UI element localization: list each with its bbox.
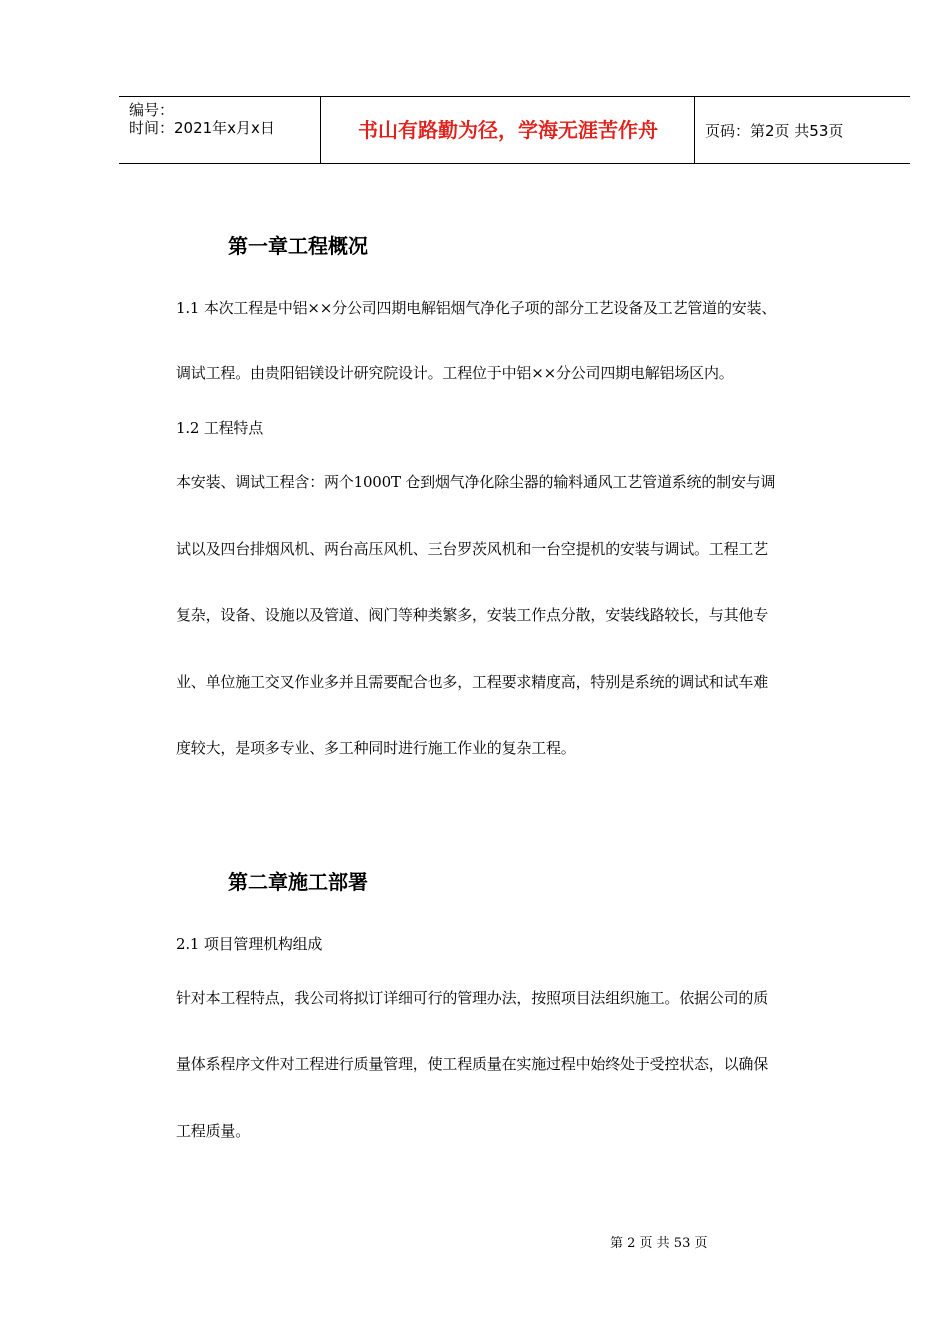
header-page-cell [695, 97, 910, 163]
chapter1-line: 度较大，是项多专业、多工种同时进行施工作业的复杂工程。 [176, 739, 576, 757]
number-label: 编号： [129, 101, 175, 119]
header-motto-cell [321, 97, 695, 163]
chapter2-title: 第二章施工部署 [228, 870, 368, 894]
section-heading: 2.1 项目管理机构组成 [176, 935, 323, 953]
page-footer: 第 2 页 共 53 页 [610, 1236, 708, 1251]
chapter2-line: 工程质量。 [176, 1122, 251, 1140]
time-label: 时间：2021年x月x日 [129, 119, 275, 137]
chapter1-line: 复杂，设备、设施以及管道、阀门等种类繁多，安装工作点分散，安装线路较长，与其他专 [176, 606, 769, 624]
section-heading: 1.2 工程特点 [176, 419, 264, 437]
chapter1-line: 本安装、调试工程含：两个1000T 仓到烟气净化除尘器的输料通风工艺管道系统的制安与调 [176, 473, 776, 491]
header-left-cell [119, 97, 321, 163]
document-header [119, 96, 910, 164]
motto-text: 书山有路勤为径，学海无涯苦作舟 [358, 118, 658, 142]
chapter1-title: 第一章工程概况 [228, 234, 368, 258]
chapter2-line: 针对本工程特点，我公司将拟订详细可行的管理办法，按照项目法组织施工。依据公司的质 [176, 989, 769, 1007]
chapter1-line: 1.1 本次工程是中铝××分公司四期电解铝烟气净化子项的部分工艺设备及工艺管道的安装、 [176, 299, 777, 317]
chapter1-line: 试以及四台排烟风机、两台高压风机、三台罗茨风机和一台空提机的安装与调试。工程工艺 [176, 540, 769, 558]
chapter1-line: 调试工程。由贵阳铝镁设计研究院设计。工程位于中铝××分公司四期电解铝场区内。 [176, 364, 734, 382]
chapter2-line: 量体系程序文件对工程进行质量管理，使工程质量在实施过程中始终处于受控状态，以确保 [176, 1055, 769, 1073]
chapter1-line: 业、单位施工交叉作业多并且需要配合也多，工程要求精度高，特别是系统的调试和试车难 [176, 673, 769, 691]
page-code: 页码：第2页 共53页 [705, 122, 844, 140]
